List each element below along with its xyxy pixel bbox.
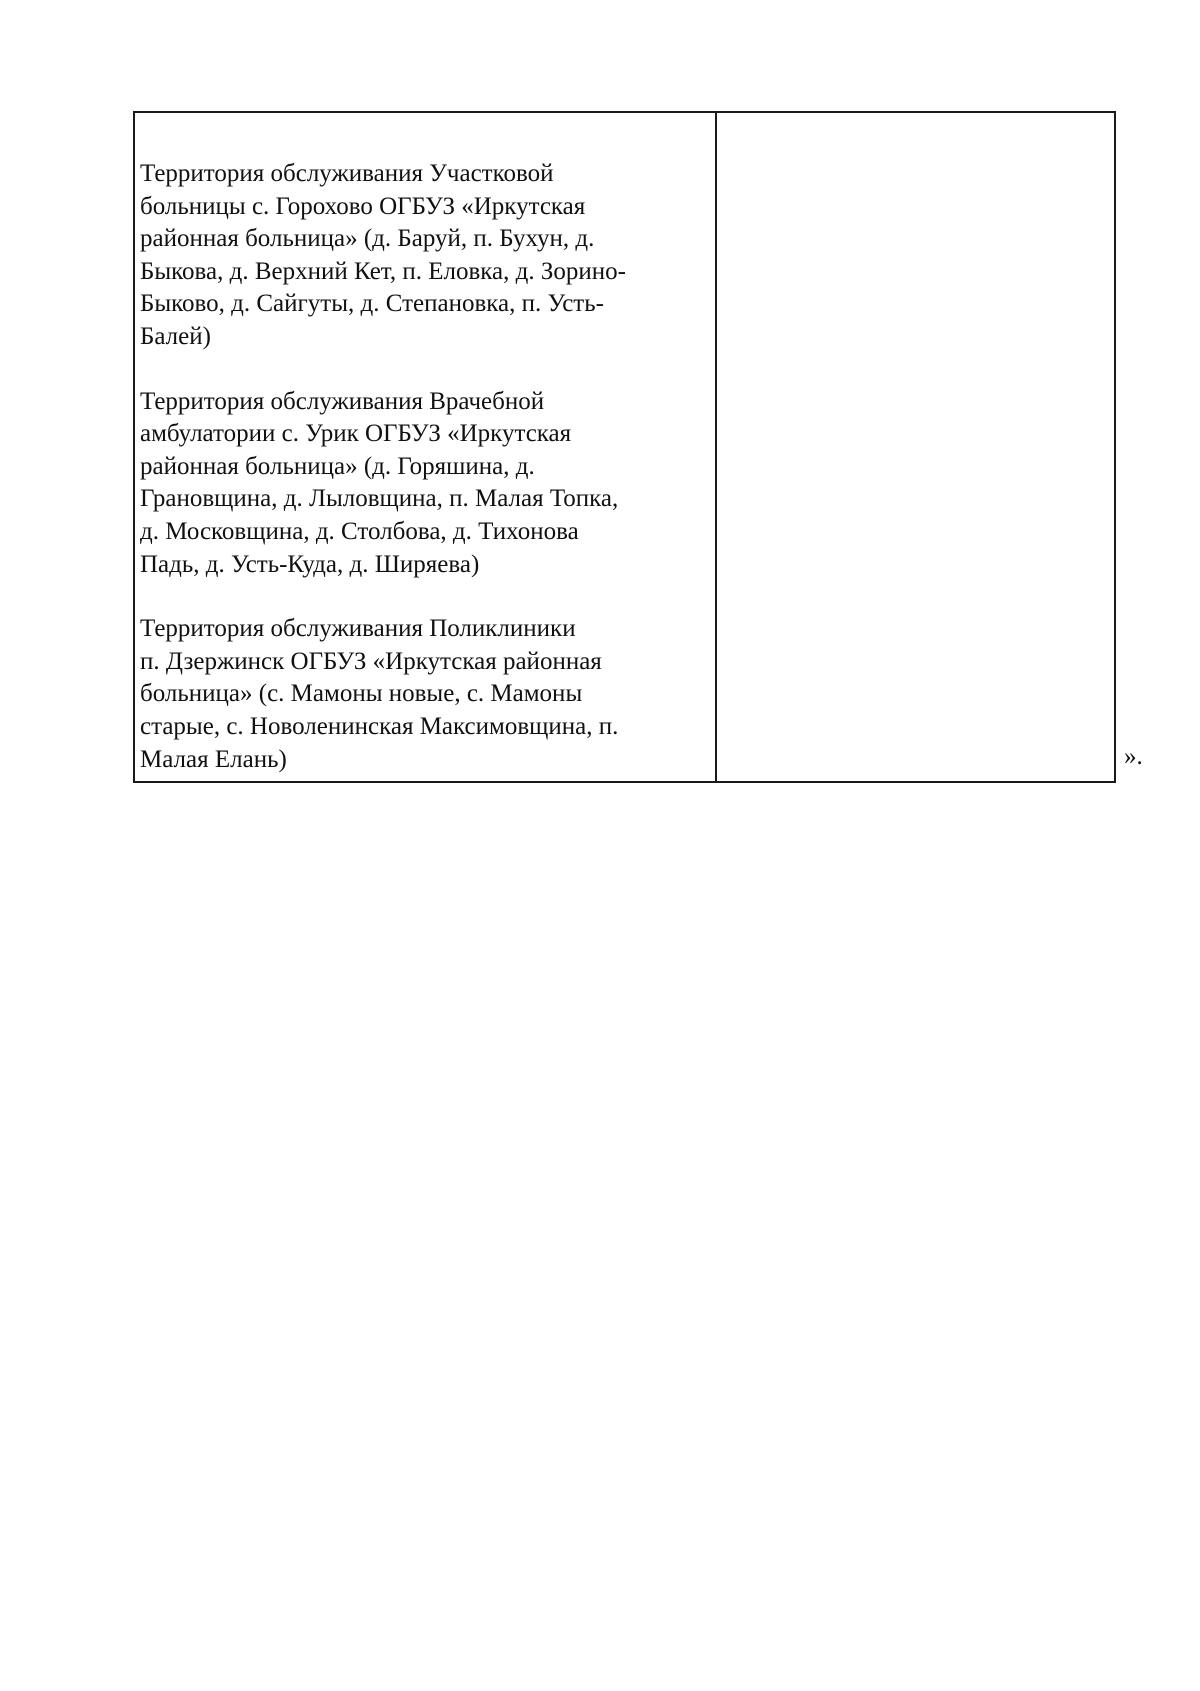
entry-line: районная больница» (д. Баруй, п. Бухун, д. [140,225,595,253]
entry-line: Малая Елань) [140,745,287,773]
entry-line: Быкова, д. Верхний Кет, п. Еловка, д. Зорино- [140,257,626,285]
entry-line: амбулатории с. Урик ОГБУЗ «Иркутская [140,420,572,448]
territory-entry-gorokhovo [140,158,707,354]
entry-line: Балей) [140,322,211,350]
entry-line: д. Московщина, д. Столбова, д. Тихонова [140,517,579,545]
entry-line: старые, с. Новоленинская Максимовщина, п. [140,712,619,740]
territory-entry-urik [140,386,707,582]
territory-entry-dzerzhinsk [140,613,707,776]
entry-line: больницы с. Горохово ОГБУЗ «Иркутская [140,192,586,220]
entry-line: п. Дзержинск ОГБУЗ «Иркутская районная [140,647,602,675]
entry-line: Территория обслуживания Участковой [140,160,554,187]
entry-line: Грановщина, д. Лыловщина, п. Малая Топка, [140,485,619,513]
territory-column [135,113,717,781]
entry-line: Территория обслуживания Поликлиники [140,615,576,643]
empty-column [717,113,1114,781]
closing-quote: ». [1124,743,1143,770]
territory-table [133,111,1116,783]
entry-line: Быково, д. Сайгуты, д. Степановка, п. Усть- [140,290,604,318]
entry-line: Территория обслуживания Врачебной [140,387,545,415]
entry-line: Падь, д. Усть-Куда, д. Ширяева) [140,550,480,578]
entry-line: больница» (с. Мамоны новые, с. Мамоны [140,680,583,708]
entry-line: районная больница» (д. Горяшина, д. [140,452,535,480]
